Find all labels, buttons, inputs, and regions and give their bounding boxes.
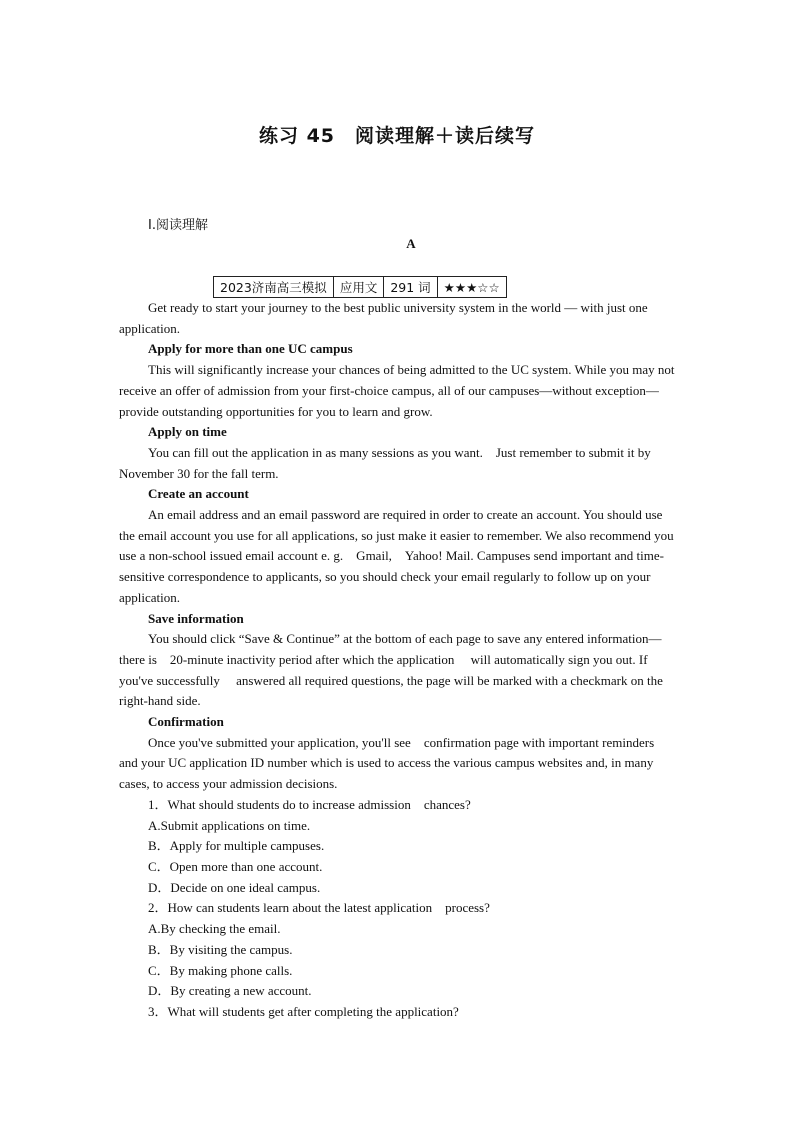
paragraph: This will significantly increase your chances of being admitted to the UC system. While you may not receive an offer of admission from your first-choice campus, all of our campuses—without exception—provide outstanding opportunities for you to learn and grow. xyxy=(119,362,675,419)
question-option: A.Submit applications on time. xyxy=(148,817,311,833)
question-option: C．Open more than one account. xyxy=(148,858,323,874)
intro-paragraph: Get ready to start your journey to the best public university system in the world — with just one application. xyxy=(119,300,648,336)
info-table xyxy=(213,276,507,298)
paragraph: You can fill out the application in as many sessions as you want. Just remember to submit it by November 30 for the fall term. xyxy=(119,444,651,481)
subheading: Apply on time xyxy=(148,424,227,440)
question-option: D．By creating a new account. xyxy=(148,983,312,999)
section-heading: Ⅰ.阅读理解 xyxy=(148,218,208,233)
subheading: Confirmation xyxy=(148,714,224,730)
passage xyxy=(119,298,675,1023)
subheading: Apply for more than one UC campus xyxy=(148,341,353,357)
question-stem: 1．What should students do to increase admission chances? xyxy=(148,796,471,812)
info-word-count: 291 词 xyxy=(384,277,437,298)
question-option: B．Apply for multiple campuses. xyxy=(148,838,325,854)
subheading: Save information xyxy=(148,610,244,626)
question-stem: 2．How can students learn about the latest application process? xyxy=(148,900,490,916)
info-source: 2023济南高三模拟 xyxy=(214,277,334,298)
paragraph: You should click “Save & Continue” at the bottom of each page to save any entered information—there is 20-minute inactivity period after which the application will automatically sign you out. If you've successfully answered all required questions, the page will be marked with a checkmark on the right-hand side. xyxy=(119,631,663,709)
question-option: C．By making phone calls. xyxy=(148,962,293,978)
question-stem: 3．What will students get after completing the application? xyxy=(148,1003,459,1019)
page-title: 练习 45 阅读理解＋读后续写 xyxy=(258,125,536,147)
paragraph: An email address and an email password are required in order to create an account. You should use the email account you use for all applications, so just make it easier to remember. We also recommend you use a non-school issued email account e. g. Gmail, Yahoo! Mail. Campuses send important and time-sensitive correspondence to applicants, so you should check your email regularly to follow up on your application. xyxy=(119,507,674,605)
info-difficulty: ★★★☆☆ xyxy=(437,277,506,298)
info-genre: 应用文 xyxy=(333,277,384,298)
subheading: Create an account xyxy=(148,486,249,502)
question-option: D．Decide on one ideal campus. xyxy=(148,879,321,895)
part-label: A xyxy=(406,236,416,251)
paragraph: Once you've submitted your application, you'll see confirmation page with important reminders and your UC application ID number which is used to access the various campus websites and, in many cases, to access your admission decisions. xyxy=(119,734,655,792)
question-option: B．By visiting the campus. xyxy=(148,941,293,957)
question-option: A.By checking the email. xyxy=(148,921,281,937)
